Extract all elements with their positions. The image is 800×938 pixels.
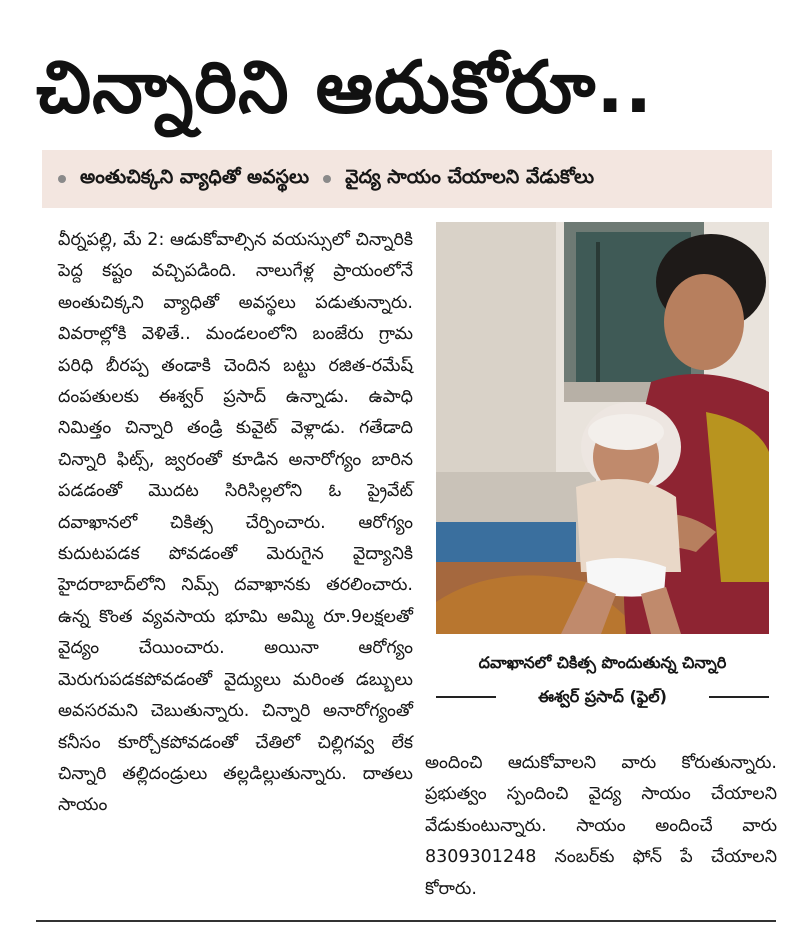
news-photo — [436, 222, 769, 634]
article-column-right — [425, 748, 777, 905]
article-body-left: వీర్నపల్లి, మే 2: ఆడుకోవాల్సిన వయస్సులో చిన్నారికి పెద్ద కష్టం వచ్చిపడింది. నాలుగేళ్ల ప్రాయంలోనే అంతుచిక్కని వ్యాధితో అవస్థలు పడుతున్నారు. వివరాల్లోకి వెళితే.. మండలంలోని బంజేరు గ్రామ పరిధి బీరప్ప తండాకి చెందిన బట్టు రజిత-రమేష్ దంపతులకు ఈశ్వర్ ప్రసాద్ ఉన్నాడు. ఉపాధి నిమిత్తం చిన్నారి తండ్రి కువైట్ వెళ్లాడు. గతేడాది చిన్నారి ఫిట్స్, జ్వరంతో కూడిన అనారోగ్యం బారిన పడడంతో మొదట సిరిసిల్లలోని ఓ ప్రైవేట్ దవాఖానలో చికిత్స చేర్పించారు. ఆరోగ్యం కుదుటపడక పోవడంతో మెరుగైన వైద్యానికి హైదరాబాద్‌లోని నిమ్స్ దవాఖానకు తరలించారు. ఉన్న కొంత వ్యవసాయ భూమి అమ్మి రూ.9లక్షలతో వైద్యం చేయించారు. అయినా ఆరోగ్యం మెరుగుపడకపోవడంతో వైద్యులు మరింత డబ్బులు అవసరమని చెబుతున్నారు. చిన్నారి అనారోగ్యంతో కనీసం కూర్చోకపోవడంతో చేతిలో చిల్లిగవ్వ లేక చిన్నారి తల్లిదండ్రులు తల్లడిల్లుతున్నారు. దాతలు సాయం — [58, 230, 413, 816]
subheading-2: వైద్య సాయం చేయాలని వేడుకోలు — [345, 165, 595, 188]
subheading-1: అంతుచిక్కని వ్యాధితో అవస్థలు — [80, 165, 310, 188]
headline: చిన్నారిని ఆదుకోరూ.. — [36, 45, 654, 129]
caption-line-2: ఈశ్వర్ ప్రసాద్ (ఫైల్) — [538, 687, 667, 706]
photo-mother-and-child — [436, 222, 769, 634]
bottom-divider — [36, 920, 776, 922]
subheading-bar — [42, 150, 772, 208]
bullet-icon — [58, 175, 66, 183]
article-column-left — [58, 225, 413, 822]
caption-line-1: దవాఖానలో చికిత్స పొందుతున్న చిన్నారి — [478, 653, 727, 672]
photo-caption — [436, 648, 769, 716]
caption-rule-right — [709, 696, 769, 698]
bullet-icon — [323, 175, 331, 183]
article-body-right: అందించి ఆదుకోవాలని వారు కోరుతున్నారు. ప్రభుత్వం స్పందించి వైద్య సాయం చేయాలని వేడుకుంటున్నారు. సాయం అందించే వారు 8309301248 నంబర్‌కు ఫోన్ పే చేయాలని కోరారు. — [425, 753, 777, 899]
